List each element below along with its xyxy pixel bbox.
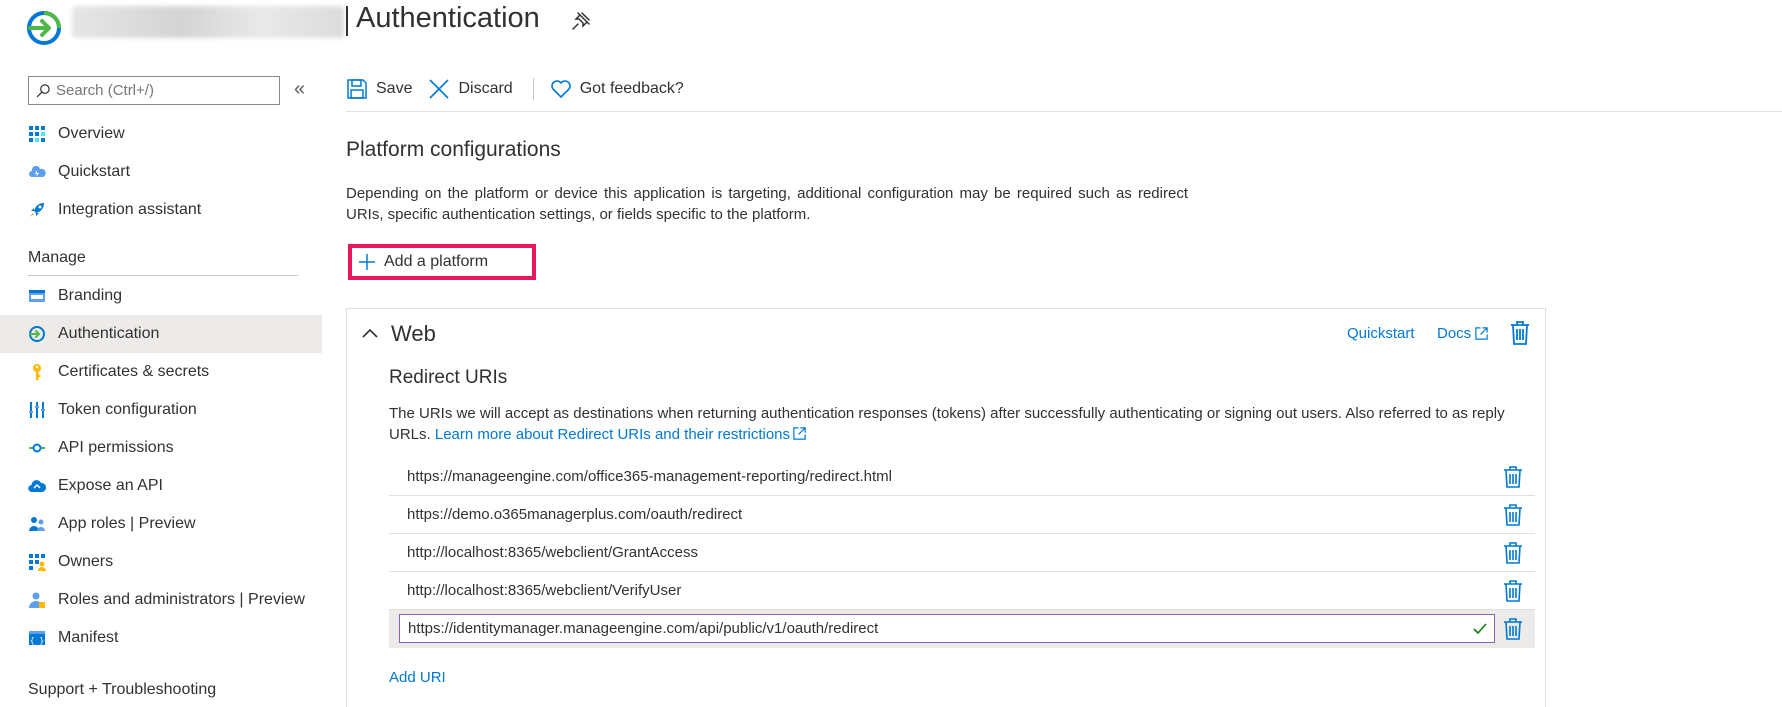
delete-uri-icon[interactable] <box>1503 504 1523 526</box>
save-label: Save <box>376 80 413 97</box>
pin-icon[interactable] <box>570 10 592 32</box>
delete-uri-icon[interactable] <box>1503 618 1523 640</box>
sidebar-item-manifest[interactable] <box>0 619 322 657</box>
owners-grid-icon <box>28 553 46 571</box>
sidebar-search[interactable] <box>28 76 280 105</box>
sidebar-item-quickstart[interactable] <box>0 153 322 191</box>
sidebar-item-label: Overview <box>58 125 125 142</box>
sidebar-item-label: Authentication <box>58 325 160 342</box>
users-icon <box>28 515 46 533</box>
sidebar-item-label: Token configuration <box>58 401 197 418</box>
discard-button[interactable] <box>428 72 512 106</box>
svg-text:{ }: { } <box>29 636 45 645</box>
feedback-label: Got feedback? <box>579 80 684 97</box>
sidebar-item-token-configuration[interactable] <box>0 391 322 429</box>
toolbar-separator <box>533 78 534 100</box>
sidebar-item-authentication[interactable] <box>0 315 322 353</box>
platform-configurations-description: Depending on the platform or device this application is targeting, additional configuration may be required such as redirect URIs, specific authentication settings, or fields specific to the platform. <box>346 185 1188 223</box>
external-link-icon <box>1474 326 1489 341</box>
sidebar-item-expose-api[interactable] <box>0 467 322 505</box>
cloud-lightning-icon <box>28 163 46 181</box>
redirect-uri-value: http://localhost:8365/webclient/GrantAccess <box>407 544 698 561</box>
app-registration-logo <box>26 10 62 46</box>
sidebar-item-label: Manifest <box>58 629 119 646</box>
sidebar-item-roles-administrators[interactable] <box>0 581 322 619</box>
heart-icon <box>550 78 572 100</box>
rocket-icon <box>28 201 46 219</box>
web-platform-card <box>346 308 1546 707</box>
header-separator <box>346 6 348 36</box>
discard-label: Discard <box>458 80 513 97</box>
redirect-uri-value: https://demo.o365managerplus.com/oauth/redirect <box>407 506 743 523</box>
external-link-icon <box>792 426 807 441</box>
sidebar-item-branding[interactable] <box>0 277 322 315</box>
manifest-icon <box>28 629 46 647</box>
sidebar <box>0 66 322 707</box>
sidebar-item-app-roles[interactable] <box>0 505 322 543</box>
sidebar-item-label: Integration assistant <box>58 201 202 218</box>
redirect-uri-row[interactable] <box>389 534 1535 572</box>
docs-link[interactable] <box>1437 325 1489 342</box>
sidebar-item-overview[interactable] <box>0 115 322 153</box>
cloud-icon <box>28 477 46 495</box>
redirect-uri-input[interactable] <box>399 614 1495 643</box>
delete-uri-icon[interactable] <box>1503 580 1523 602</box>
grid-icon <box>28 125 46 143</box>
web-platform-title: Web <box>391 321 436 346</box>
add-platform-label: Add a platform <box>384 253 489 270</box>
delete-platform-icon[interactable] <box>1509 321 1531 345</box>
section-title-manage: Manage <box>28 249 86 266</box>
search-input[interactable] <box>56 82 266 99</box>
sidebar-item-label: API permissions <box>58 439 174 456</box>
checkmark-icon <box>1472 621 1488 637</box>
api-arrow-icon <box>28 439 46 457</box>
docs-link-label: Docs <box>1437 325 1472 342</box>
sidebar-item-label: Certificates & secrets <box>58 363 210 380</box>
app-name-redacted <box>72 6 344 38</box>
redirect-uri-row[interactable] <box>389 458 1535 496</box>
sidebar-item-label: Branding <box>58 287 123 304</box>
search-icon <box>36 83 51 98</box>
plus-icon <box>358 253 376 271</box>
sidebar-item-label: Owners <box>58 553 114 570</box>
sidebar-item-label: Quickstart <box>58 163 131 180</box>
sidebar-item-label: Roles and administrators | Preview <box>58 591 305 608</box>
redirect-uri-value: https://manageengine.com/office365-management-reporting/redirect.html <box>407 468 892 485</box>
redirect-uris-description <box>389 403 1509 445</box>
close-icon <box>428 78 450 100</box>
key-icon <box>28 363 46 381</box>
redirect-uri-row[interactable] <box>389 496 1535 534</box>
add-uri-link[interactable]: Add URI <box>389 669 446 686</box>
toolbar-divider <box>346 111 1782 112</box>
user-admin-icon <box>28 591 46 609</box>
authentication-icon <box>28 325 46 343</box>
quickstart-link[interactable]: Quickstart <box>1347 325 1415 342</box>
www-icon <box>28 287 46 305</box>
token-bars-icon <box>28 401 46 419</box>
redirect-uri-row[interactable] <box>389 572 1535 610</box>
double-chevron-left-icon[interactable]: « <box>294 78 306 100</box>
feedback-button[interactable] <box>550 72 684 106</box>
redirect-uri-row-editing[interactable] <box>389 610 1535 648</box>
section-title-support: Support + Troubleshooting <box>28 681 217 698</box>
chevron-up-icon[interactable] <box>361 325 379 343</box>
command-bar <box>346 72 700 106</box>
add-platform-button[interactable] <box>348 244 536 280</box>
sidebar-item-owners[interactable] <box>0 543 322 581</box>
delete-uri-icon[interactable] <box>1503 466 1523 488</box>
redirect-uri-value: http://localhost:8365/webclient/VerifyUser <box>407 582 682 599</box>
platform-configurations-heading: Platform configurations <box>346 138 561 161</box>
redirect-uri-field[interactable] <box>408 620 1448 637</box>
learn-more-link[interactable]: Learn more about Redirect URIs and their restrictions <box>434 426 791 443</box>
redirect-uris-heading: Redirect URIs <box>389 367 508 388</box>
save-button[interactable] <box>346 72 412 106</box>
section-divider <box>28 275 298 276</box>
delete-uri-icon[interactable] <box>1503 542 1523 564</box>
sidebar-item-label: App roles | Preview <box>58 515 196 532</box>
sidebar-item-certificates[interactable] <box>0 353 322 391</box>
page-title: Authentication <box>356 2 540 34</box>
sidebar-item-integration-assistant[interactable] <box>0 191 322 229</box>
sidebar-item-api-permissions[interactable] <box>0 429 322 467</box>
sidebar-item-label: Expose an API <box>58 477 163 494</box>
save-icon <box>346 78 368 100</box>
redirect-desc-text: The URIs we will accept as destinations when returning authentication responses (tokens) after successfully authenticating or signing out users. Also referred to as reply URLs. <box>389 405 1505 443</box>
